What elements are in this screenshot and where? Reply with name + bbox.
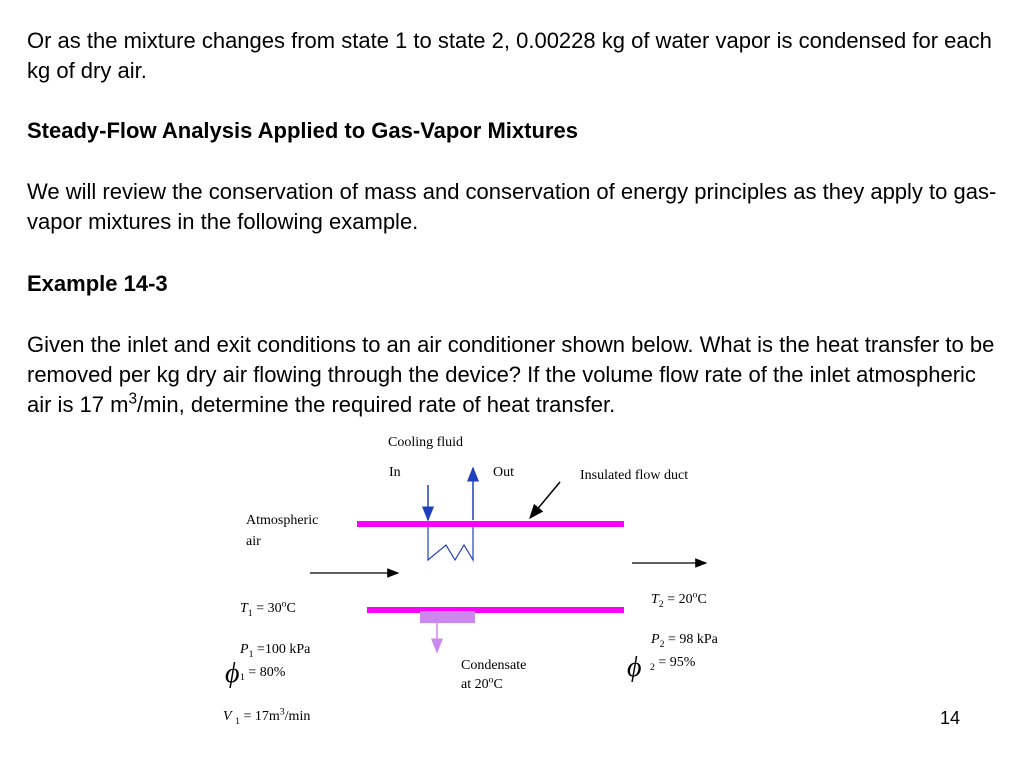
problem-sup: 3: [128, 390, 138, 408]
condensate-label-line2: at 20$^o$C: [461, 674, 503, 692]
paragraph-condensation: Or as the mixture changes from state 1 to state 2, 0.00228 kg of water vapor is condensed for each kg of dry air.: [27, 28, 992, 83]
inlet-relative-humidity: $_1$ = 80%: [240, 665, 286, 683]
inlet-temperature: $T_1 = 30^oC$: [240, 598, 296, 619]
atmospheric-air-label-line1: Atmospheric: [246, 513, 319, 528]
outlet-temperature: $T_2 = 20^oC$: [651, 589, 707, 610]
example-title: Example 14-3: [27, 271, 168, 296]
paragraph-review: We will review the conservation of mass and conservation of energy principles as they apply to gas-vapor mixtures in the following example.: [27, 179, 997, 234]
outlet-phi-symbol: ϕ: [627, 652, 642, 683]
condensate-tray: [420, 611, 475, 623]
problem-text-a: Given the inlet and exit conditions to an air conditioner shown below. What is the heat transfer to be removed per kg dry air flowing through the device? If the volume flow rate of the inlet atmospheric air is 17 m: [27, 332, 995, 417]
page-number: 14: [940, 708, 961, 728]
cooling-out-label: Out: [493, 465, 514, 480]
problem-text-b: /min, determine the required rate of heat transfer.: [137, 392, 616, 417]
cooling-coil: [428, 527, 473, 560]
outlet-relative-humidity: $_2$ = 95%: [650, 655, 696, 673]
cooling-fluid-label: Cooling fluid: [388, 435, 464, 450]
inlet-phi-symbol: ϕ: [225, 658, 240, 689]
insulated-duct-label: Insulated flow duct: [580, 468, 689, 483]
atmospheric-air-label-line2: air: [246, 534, 261, 549]
insulation-pointer-arrow: [530, 482, 560, 518]
inlet-volume-flow: V $_1 = 17m^3/\min$: [223, 706, 311, 727]
outlet-pressure: $P_2 = 98$ kPa: [651, 632, 718, 650]
cooling-in-label: In: [389, 465, 401, 480]
condensate-label-line1: Condensate: [461, 658, 527, 673]
section-heading: Steady-Flow Analysis Applied to Gas-Vapor Mixtures: [27, 118, 578, 143]
inlet-pressure: $P_1 =100$ kPa: [240, 642, 311, 660]
